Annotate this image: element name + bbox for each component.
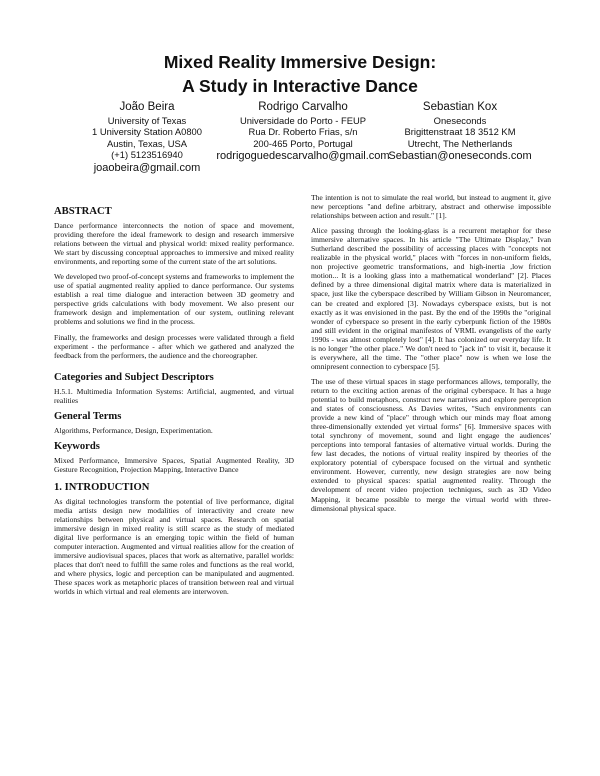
author-city: Austin, Texas, USA [106, 137, 188, 149]
right-column [311, 193, 551, 519]
categories-heading: Categories and Subject Descriptors [54, 371, 214, 383]
abstract-paragraph-2: We developed two proof-of-concept systems and frameworks to implement the use of spatial augmented reality applied to dance performance. Our systems establish a real time dialogue and interaction between 3D geometry and perspective grids calculations with body movement. We also present our framework design and implementation of our system, outlining relevant problems and solutions we find in the process. [54, 272, 294, 327]
author-block-carvalho [208, 100, 398, 163]
author-email: rodrigoguedescarvalho@gmail.com [216, 150, 390, 163]
intro-paragraph-3: Alice passing through the looking-glass is a recurrent metaphor for these immersive alternative spaces. In his article "The Ultimate Display," Ivan Sutherland described the possibility of accessing places with "concepts not realizable in the physical world," places with "forces in non-uniform fields, non projective geometric transformations, and high-inertia ,low friction motion... It is a looking glass into a mathematical wonderland" [2]. Places defined by a three dimensional digital matrix where data is materialized in space, just like the cyberspace described by William Gibson in Neuromancer, can be created and explored [3]. Nowadays cyberspace exists, but is not exactly as it was envisioned in the past. By the end of the 1990s the "original wonder of cyberspace so present in the early cyberpunk fiction of the 1980s and still evident in the original manifestos of VRML evangelists of the early 1990s - was almost completely lost" [4]. It has colonized our everyday life. It is no longer "the other place." We don't need to "jack in" to visit it, because it is everywhere, all the time. The "other place" now is when we lose the omnipresent connection to cyberspace [5]. [311, 226, 551, 371]
intro-paragraph-4: The use of these virtual spaces in stage performances allows, temporally, the return to the exciting action arenas of the original cyberspace. It has a huge potential to build metaphors, construct new narratives and explore perception and states of consciousness. As Davies writes, "Such environments can provide a new kind of "place" through which our minds may float among three-dimensionally extended yet virtual forms" [6]. Immersive spaces with total synchrony of movement, sound and light engage the audiences' perceptions into temporal fantasies of alternative virtual worlds. During the few last decades, the notions of virtual reality inspired by theories of the exploratory potential of cyberspace focused on the virtual and synthetic environment. However, currently, new design strategies are now being extended to physical spaces: spatial augmented reality. Through the development of recent video projection techniques, such as 3D Video Mapping, it became possible to merge the virtual world with three-dimensional physical space. [311, 376, 551, 513]
general-terms-text: Algorithms, Performance, Design, Experimentation. [54, 425, 213, 435]
author-city: Utrecht, The Netherlands [407, 137, 513, 149]
paper-title-line-2: A Study in Interactive Dance [182, 76, 418, 96]
keywords-text: Mixed Performance, Immersive Spaces, Spatial Augmented Reality, 3D Gesture Recognition, Projection Mapping, Interactive Dance [54, 455, 294, 474]
keywords-heading: Keywords [54, 440, 100, 452]
introduction-paragraph-1: As digital technologies transform the potential of live performance, digital media artists design new modalities of interactivity and create new relationships between physical and virtual spaces. Research on spatial immersive design in mixed reality is still scarce as the study of mediated digital live performance is an emerging topic within the field of human computer interaction. Augmented and virtual realities allow for the creation of immersive audiovisual spaces, places that work as alternative, parallel worlds: places that don't need to fulfill the same roles and functions as the real world, and where physics, logic and perception can be manipulated and augmented. These spaces work as metaphoric places of transition between real and virtual worlds in which virtual and real elements are interwoven. [54, 496, 294, 597]
author-name: Sebastian Kox [422, 101, 498, 113]
author-block-kox [380, 100, 540, 163]
left-column [54, 206, 294, 602]
author-affiliation: Oneseconds [433, 115, 487, 126]
abstract-heading: ABSTRACT [54, 206, 112, 217]
paper-title-line-1: Mixed Reality Immersive Design: [163, 52, 437, 72]
author-name: Rodrigo Carvalho [258, 101, 348, 113]
abstract-paragraph-1: Dance performance interconnects the notion of space and movement, providing therefore the ideal framework to design and research immersive relations between the virtual and physical world: mixed reality performance. We start by discussing conceptual approaches to immersive and mixed reality environments, and reporting some of the current state of the art solutions. [54, 221, 294, 267]
abstract-paragraph-3: Finally, the frameworks and design processes were validated through a field experiment - the performance - after which we gathered and analyzed the feedback from the performers, the audience and the choreographer. [54, 332, 294, 360]
author-block-beira [72, 100, 222, 175]
author-address: Rua Dr. Roberto Frias, s/n [248, 126, 358, 138]
author-affiliation: Universidade do Porto - FEUP [239, 115, 367, 126]
author-email: joaobeira@gmail.com [93, 161, 201, 174]
categories-text: H.5.1. Multimedia Information Systems: Artificial, augmented, and virtual realities [54, 386, 294, 405]
author-city: 200-465 Porto, Portugal [253, 137, 353, 149]
author-address: 1 University Station A0800 [92, 126, 202, 138]
general-terms-heading: General Terms [54, 410, 122, 422]
author-phone: (+1) 5123516940 [111, 149, 183, 161]
author-name: João Beira [119, 101, 175, 113]
introduction-heading: 1. INTRODUCTION [54, 481, 150, 493]
author-address: Brigittenstraat 18 3512 KM [404, 126, 516, 138]
intro-paragraph-2: The intention is not to simulate the real world, but instead to augment it, give new perceptions "and define arbitrary, abstract and otherwise impossible relationships between action and result." [1]. [311, 193, 551, 221]
author-affiliation: University of Texas [107, 115, 187, 126]
author-email: Sebastian@oneseconds.com [388, 150, 532, 163]
